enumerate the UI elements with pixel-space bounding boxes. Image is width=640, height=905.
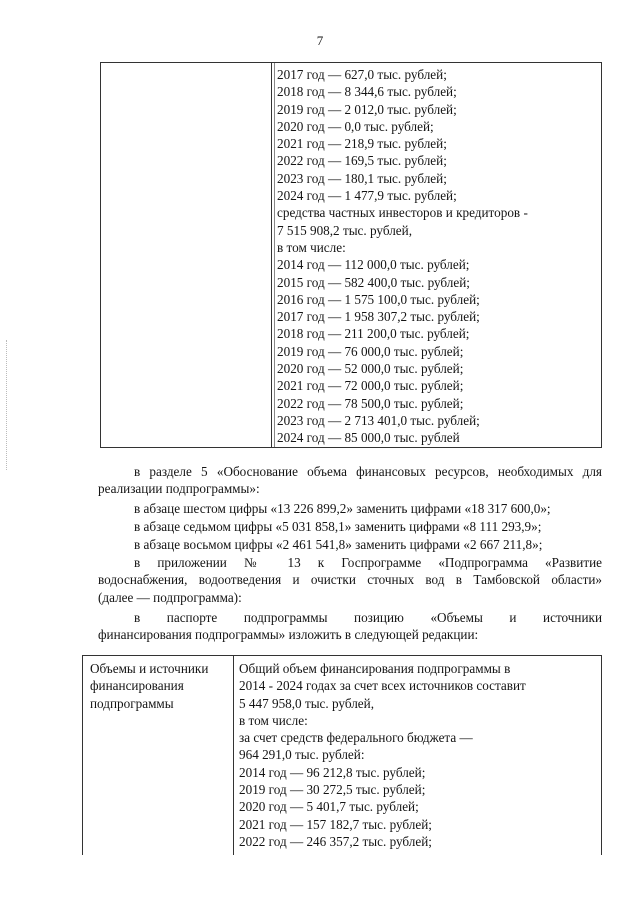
paragraph-line: реализации подпрограммы»:	[98, 481, 260, 497]
funding-line: 2023 год — 180,1 тыс. рублей;	[277, 170, 447, 186]
funding-line: 2014 - 2024 годах за счет всех источников составит	[239, 678, 526, 694]
paragraph-line: в разделе 5 «Обоснование объема финансовых ресурсов, необходимых для	[134, 464, 602, 479]
paragraph-abzac6: в абзаце шестом цифры «13 226 899,2» заменить цифрами «18 317 600,0»;	[134, 501, 551, 516]
margin-scan-mark	[6, 340, 8, 470]
paragraph-line: водоснабжения, водоотведения и очистки сточных вод в Тамбовской области»	[98, 572, 602, 588]
funding-line: 2021 год — 72 000,0 тыс. рублей;	[277, 378, 464, 394]
funding-line: 2022 год — 78 500,0 тыс. рублей;	[277, 395, 464, 411]
table-column-divider	[233, 656, 234, 855]
funding-line: 2018 год — 211 200,0 тыс. рублей;	[277, 326, 470, 342]
paragraph-abzac8: в абзаце восьмом цифры «2 461 541,8» заменить цифрами «2 667 211,8»;	[134, 537, 543, 552]
funding-line: 2018 год — 8 344,6 тыс. рублей;	[277, 84, 457, 100]
funding-line: 2024 год — 1 477,9 тыс. рублей;	[277, 188, 457, 204]
funding-line: 2014 год — 96 212,8 тыс. рублей;	[239, 764, 426, 780]
paragraph-line: финансирования подпрограммы» изложить в следующей редакции:	[98, 627, 479, 643]
funding-line: 2021 год — 218,9 тыс. рублей;	[277, 136, 447, 152]
paragraph-line: в приложении № 13 к Госпрограмме «Подпрограмма «Развитие	[134, 555, 602, 570]
funding-line: в том числе:	[277, 239, 346, 255]
funding-line: 2024 год — 85 000,0 тыс. рублей	[277, 430, 460, 446]
funding-line: 964 291,0 тыс. рублей:	[239, 747, 365, 763]
table-column-divider	[271, 63, 272, 447]
paragraph-line: (далее — подпрограмма):	[98, 589, 242, 605]
table-row-value	[239, 660, 599, 850]
funding-line: в том числе:	[239, 712, 308, 728]
funding-line: 2019 год — 30 272,5 тыс. рублей;	[239, 782, 426, 798]
funding-table-continuation	[100, 62, 602, 448]
funding-line: 2020 год — 0,0 тыс. рублей;	[277, 118, 434, 134]
subprogram-funding-table	[82, 655, 602, 855]
funding-line: 2019 год — 76 000,0 тыс. рублей;	[277, 343, 464, 359]
funding-line: 2017 год — 627,0 тыс. рублей;	[277, 67, 447, 82]
funding-line: средства частных инвесторов и кредиторов -	[277, 205, 528, 221]
page-number: 7	[316, 33, 324, 48]
paragraph-line: в паспорте подпрограммы позицию «Объемы и источники	[134, 610, 602, 625]
paragraph-abzac7: в абзаце седьмом цифры «5 031 858,1» заменить цифрами «8 111 293,9»;	[134, 519, 542, 534]
funding-line: 5 447 958,0 тыс. рублей,	[239, 695, 375, 711]
funding-line: 2017 год — 1 958 307,2 тыс. рублей;	[277, 309, 480, 325]
funding-line: Общий объем финансирования подпрограммы в	[239, 661, 511, 676]
paragraph-appendix13	[98, 554, 602, 606]
funding-line: 2020 год — 52 000,0 тыс. рублей;	[277, 361, 464, 377]
funding-line: 2015 год — 582 400,0 тыс. рублей;	[277, 274, 470, 290]
funding-line: 2014 год — 112 000,0 тыс. рублей;	[277, 257, 470, 273]
table-row-label: Объемы и источники финансирования подпрограммы	[90, 661, 209, 711]
funding-line: 2020 год — 5 401,7 тыс. рублей;	[239, 799, 419, 815]
funding-line: 2022 год — 169,5 тыс. рублей;	[277, 153, 447, 169]
funding-line: за счет средств федерального бюджета —	[239, 730, 473, 746]
funding-line: 2023 год — 2 713 401,0 тыс. рублей;	[277, 412, 480, 428]
funding-line: 7 515 908,2 тыс. рублей,	[277, 222, 413, 238]
table-column-divider-inner	[274, 63, 275, 447]
funding-line: 2021 год — 157 182,7 тыс. рублей;	[239, 816, 432, 832]
funding-lines	[277, 66, 528, 447]
paragraph-section5	[98, 463, 602, 498]
funding-line: 2016 год — 1 575 100,0 тыс. рублей;	[277, 291, 480, 307]
paragraph-passport	[98, 609, 602, 644]
funding-line: 2022 год — 246 357,2 тыс. рублей;	[239, 833, 432, 849]
funding-line: 2019 год — 2 012,0 тыс. рублей;	[277, 101, 457, 117]
